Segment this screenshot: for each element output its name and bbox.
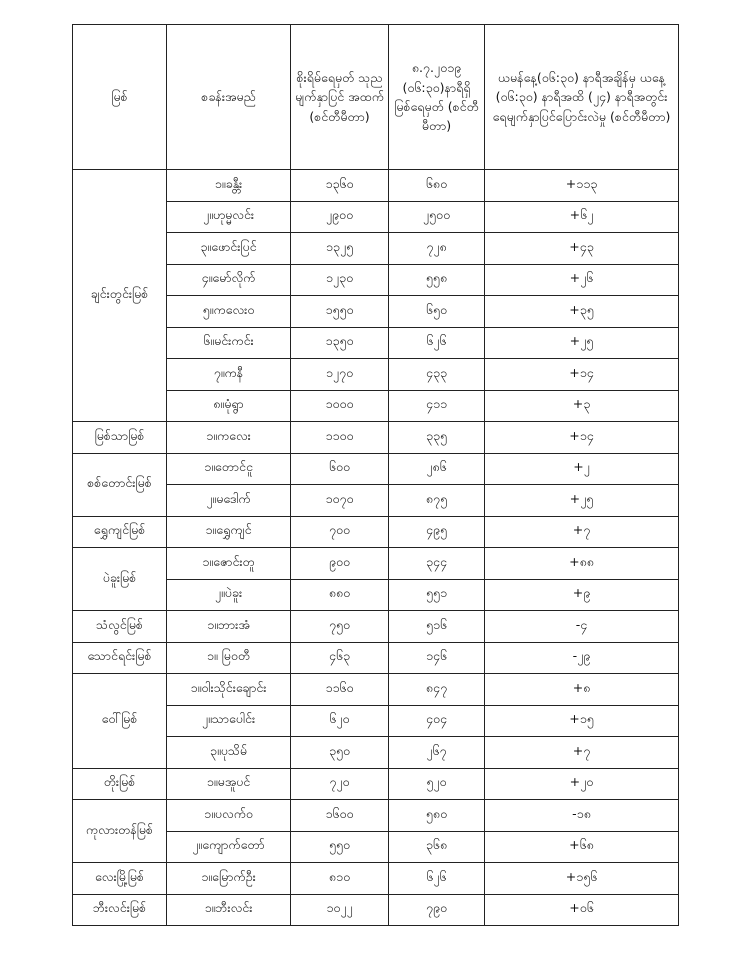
current-level-cell: ၄၃၃	[389, 359, 485, 391]
danger-level-cell: ၆၀၀	[291, 453, 389, 485]
current-level-cell: ၁၄၆	[389, 642, 485, 674]
table-row	[73, 516, 679, 548]
level-change-cell: +၆၂	[485, 201, 679, 233]
danger-level-cell: ၁၁၆၀	[291, 674, 389, 706]
danger-level-cell: ၁၀၇၀	[291, 485, 389, 517]
level-change-cell: -၄	[485, 611, 679, 643]
header-current-level: ၈.၇.၂၀၁၉ (၀၆:၃၀)နာရီရှိ မြစ်ရေမှတ် (စင်တီမီတာ)	[389, 25, 485, 170]
table-row	[73, 453, 679, 485]
danger-level-cell: ၁၀၀၀	[291, 390, 389, 422]
river-name-cell: တိုးမြစ်	[73, 768, 167, 800]
danger-level-cell: ၁၀၂၂	[291, 894, 389, 926]
danger-level-cell: ၃၅၀	[291, 737, 389, 769]
current-level-cell: ၇၂၈	[389, 233, 485, 265]
level-change-cell: +၀၆	[485, 894, 679, 926]
header-river: မြစ်	[73, 25, 167, 170]
river-name-cell: ကုလားတန်မြစ်	[73, 800, 167, 863]
station-cell: ၁။ခန္တီး	[167, 170, 291, 202]
station-cell: ၂။မဒေါက်	[167, 485, 291, 517]
river-name-cell: လေးမြို့မြစ်	[73, 863, 167, 895]
danger-level-cell: ၅၅၀	[291, 831, 389, 863]
station-cell: ၄။မော်လိုက်	[167, 264, 291, 296]
danger-level-cell: ၇၂၀	[291, 768, 389, 800]
station-cell: ၁။ မြဝတီ	[167, 642, 291, 674]
table-row	[73, 863, 679, 895]
table-row	[73, 611, 679, 643]
danger-level-cell: ၁၃၆၀	[291, 170, 389, 202]
current-level-cell: ၂၅၀၀	[389, 201, 485, 233]
danger-level-cell: ၈၈၀	[291, 579, 389, 611]
river-name-cell: ချင်းတွင်းမြစ်	[73, 170, 167, 422]
current-level-cell: ၅၈၀	[389, 800, 485, 832]
table-body	[73, 170, 679, 926]
current-level-cell: ၄၁၁	[389, 390, 485, 422]
danger-level-cell: ၈၁၀	[291, 863, 389, 895]
level-change-cell: +၁၅	[485, 705, 679, 737]
level-change-cell: +၇	[485, 737, 679, 769]
level-change-cell: +၇	[485, 516, 679, 548]
current-level-cell: ၄၉၅	[389, 516, 485, 548]
level-change-cell: +၄၃	[485, 233, 679, 265]
table-row	[73, 170, 679, 202]
header-24h-change: ယမန်နေ့(၀၆:၃၀) နာရီအချိန်မှ ယနေ့ (၀၆:၃၀) နာရီအထိ (၂၄) နာရီအတွင်း ရေမျက်နှာပြင်ပြောင်းလဲမှု (စင်တီမီတာ)	[485, 25, 679, 170]
station-cell: ၅။ကလေးဝ	[167, 296, 291, 328]
station-cell: ၃။ဖောင်းပြင်	[167, 233, 291, 265]
current-level-cell: ၂၈၆	[389, 453, 485, 485]
station-cell: ၁။ပလက်ဝ	[167, 800, 291, 832]
river-name-cell: စစ်တောင်းမြစ်	[73, 453, 167, 516]
level-change-cell: +၁၄	[485, 422, 679, 454]
river-name-cell: ဝေါ်မြစ်	[73, 674, 167, 769]
table-row	[73, 768, 679, 800]
river-name-cell: သောင်ရင်းမြစ်	[73, 642, 167, 674]
danger-level-cell: ၇၅၀	[291, 611, 389, 643]
level-change-cell: +၁၅၆	[485, 863, 679, 895]
level-change-cell: +၂၅	[485, 327, 679, 359]
level-change-cell: +၉	[485, 579, 679, 611]
table-row	[73, 800, 679, 832]
station-cell: ၆။မင်းကင်း	[167, 327, 291, 359]
current-level-cell: ၆၅၀	[389, 296, 485, 328]
current-level-cell: ၃၃၅	[389, 422, 485, 454]
river-water-level-table	[72, 24, 679, 926]
level-change-cell: -၁၈	[485, 800, 679, 832]
station-cell: ၃။ပုသိမ်	[167, 737, 291, 769]
station-cell: ၁။တောင်ငူ	[167, 453, 291, 485]
danger-level-cell: ၁၃၂၅	[291, 233, 389, 265]
river-name-cell: ပဲခူးမြစ်	[73, 548, 167, 611]
station-cell: ၁။မြောက်ဦး	[167, 863, 291, 895]
table-row	[73, 674, 679, 706]
station-cell: ၁။ကလေး	[167, 422, 291, 454]
danger-level-cell: ၁၁၀၀	[291, 422, 389, 454]
station-cell: ၁။ဘားအံ	[167, 611, 291, 643]
level-change-cell: +၂	[485, 453, 679, 485]
danger-level-cell: ၉၀၀	[291, 548, 389, 580]
station-cell: ၂။ကျောက်တော်	[167, 831, 291, 863]
level-change-cell: +၂၀	[485, 768, 679, 800]
current-level-cell: ၅၁၆	[389, 611, 485, 643]
station-cell: ၁။ဇောင်းတူ	[167, 548, 291, 580]
header-station: စခန်းအမည်	[167, 25, 291, 170]
level-change-cell: +၁၁၃	[485, 170, 679, 202]
station-cell: ၁။ဝါးသိုင်းချောင်း	[167, 674, 291, 706]
danger-level-cell: ၁၃၅၀	[291, 327, 389, 359]
current-level-cell: ၈၄၇	[389, 674, 485, 706]
header-row	[73, 25, 679, 170]
station-cell: ၁။ဘီးလင်း	[167, 894, 291, 926]
station-cell: ၂။ဟုမ္မလင်း	[167, 201, 291, 233]
current-level-cell: ၃၆၈	[389, 831, 485, 863]
current-level-cell: ၂၆၇	[389, 737, 485, 769]
danger-level-cell: ၇၀၀	[291, 516, 389, 548]
current-level-cell: ၅၅၈	[389, 264, 485, 296]
level-change-cell: -၂၉	[485, 642, 679, 674]
current-level-cell: ၅၂၀	[389, 768, 485, 800]
danger-level-cell: ၄၆၃	[291, 642, 389, 674]
river-name-cell: သံလွင်မြစ်	[73, 611, 167, 643]
station-cell: ၈။မုံရွာ	[167, 390, 291, 422]
level-change-cell: +၈	[485, 674, 679, 706]
danger-level-cell: ၁၂၇၀	[291, 359, 389, 391]
table-row	[73, 548, 679, 580]
current-level-cell: ၆၂၆	[389, 327, 485, 359]
current-level-cell: ၄၀၄	[389, 705, 485, 737]
river-name-cell: ရွှေကျင်မြစ်	[73, 516, 167, 548]
station-cell: ၁။မအူပင်	[167, 768, 291, 800]
danger-level-cell: ၂၉၀၀	[291, 201, 389, 233]
current-level-cell: ၇၉၀	[389, 894, 485, 926]
level-change-cell: +၃	[485, 390, 679, 422]
current-level-cell: ၃၄၄	[389, 548, 485, 580]
current-level-cell: ၈၇၅	[389, 485, 485, 517]
level-change-cell: +၈၈	[485, 548, 679, 580]
river-name-cell: ဘီးလင်းမြစ်	[73, 894, 167, 926]
danger-level-cell: ၁၂၃၀	[291, 264, 389, 296]
table-row	[73, 642, 679, 674]
current-level-cell: ၆၂၆	[389, 863, 485, 895]
river-name-cell: မြစ်သာမြစ်	[73, 422, 167, 454]
header-danger-level: စိုးရိမ်ရေမှတ် သုညမျက်နှာပြင် အထက် (စင်တီမီတာ)	[291, 25, 389, 170]
level-change-cell: +၂၆	[485, 264, 679, 296]
level-change-cell: +၁၄	[485, 359, 679, 391]
station-cell: ၇။ကနီ	[167, 359, 291, 391]
level-change-cell: +၂၅	[485, 485, 679, 517]
station-cell: ၂။ပဲခူး	[167, 579, 291, 611]
level-change-cell: +၃၅	[485, 296, 679, 328]
station-cell: ၂။သာပေါင်း	[167, 705, 291, 737]
table-row	[73, 422, 679, 454]
danger-level-cell: ၁၆၀၀	[291, 800, 389, 832]
current-level-cell: ၅၅၁	[389, 579, 485, 611]
danger-level-cell: ၁၅၅၀	[291, 296, 389, 328]
level-change-cell: +၆၈	[485, 831, 679, 863]
current-level-cell: ၆၈၀	[389, 170, 485, 202]
danger-level-cell: ၆၂၀	[291, 705, 389, 737]
table-row	[73, 894, 679, 926]
station-cell: ၁။ရွှေကျင်	[167, 516, 291, 548]
